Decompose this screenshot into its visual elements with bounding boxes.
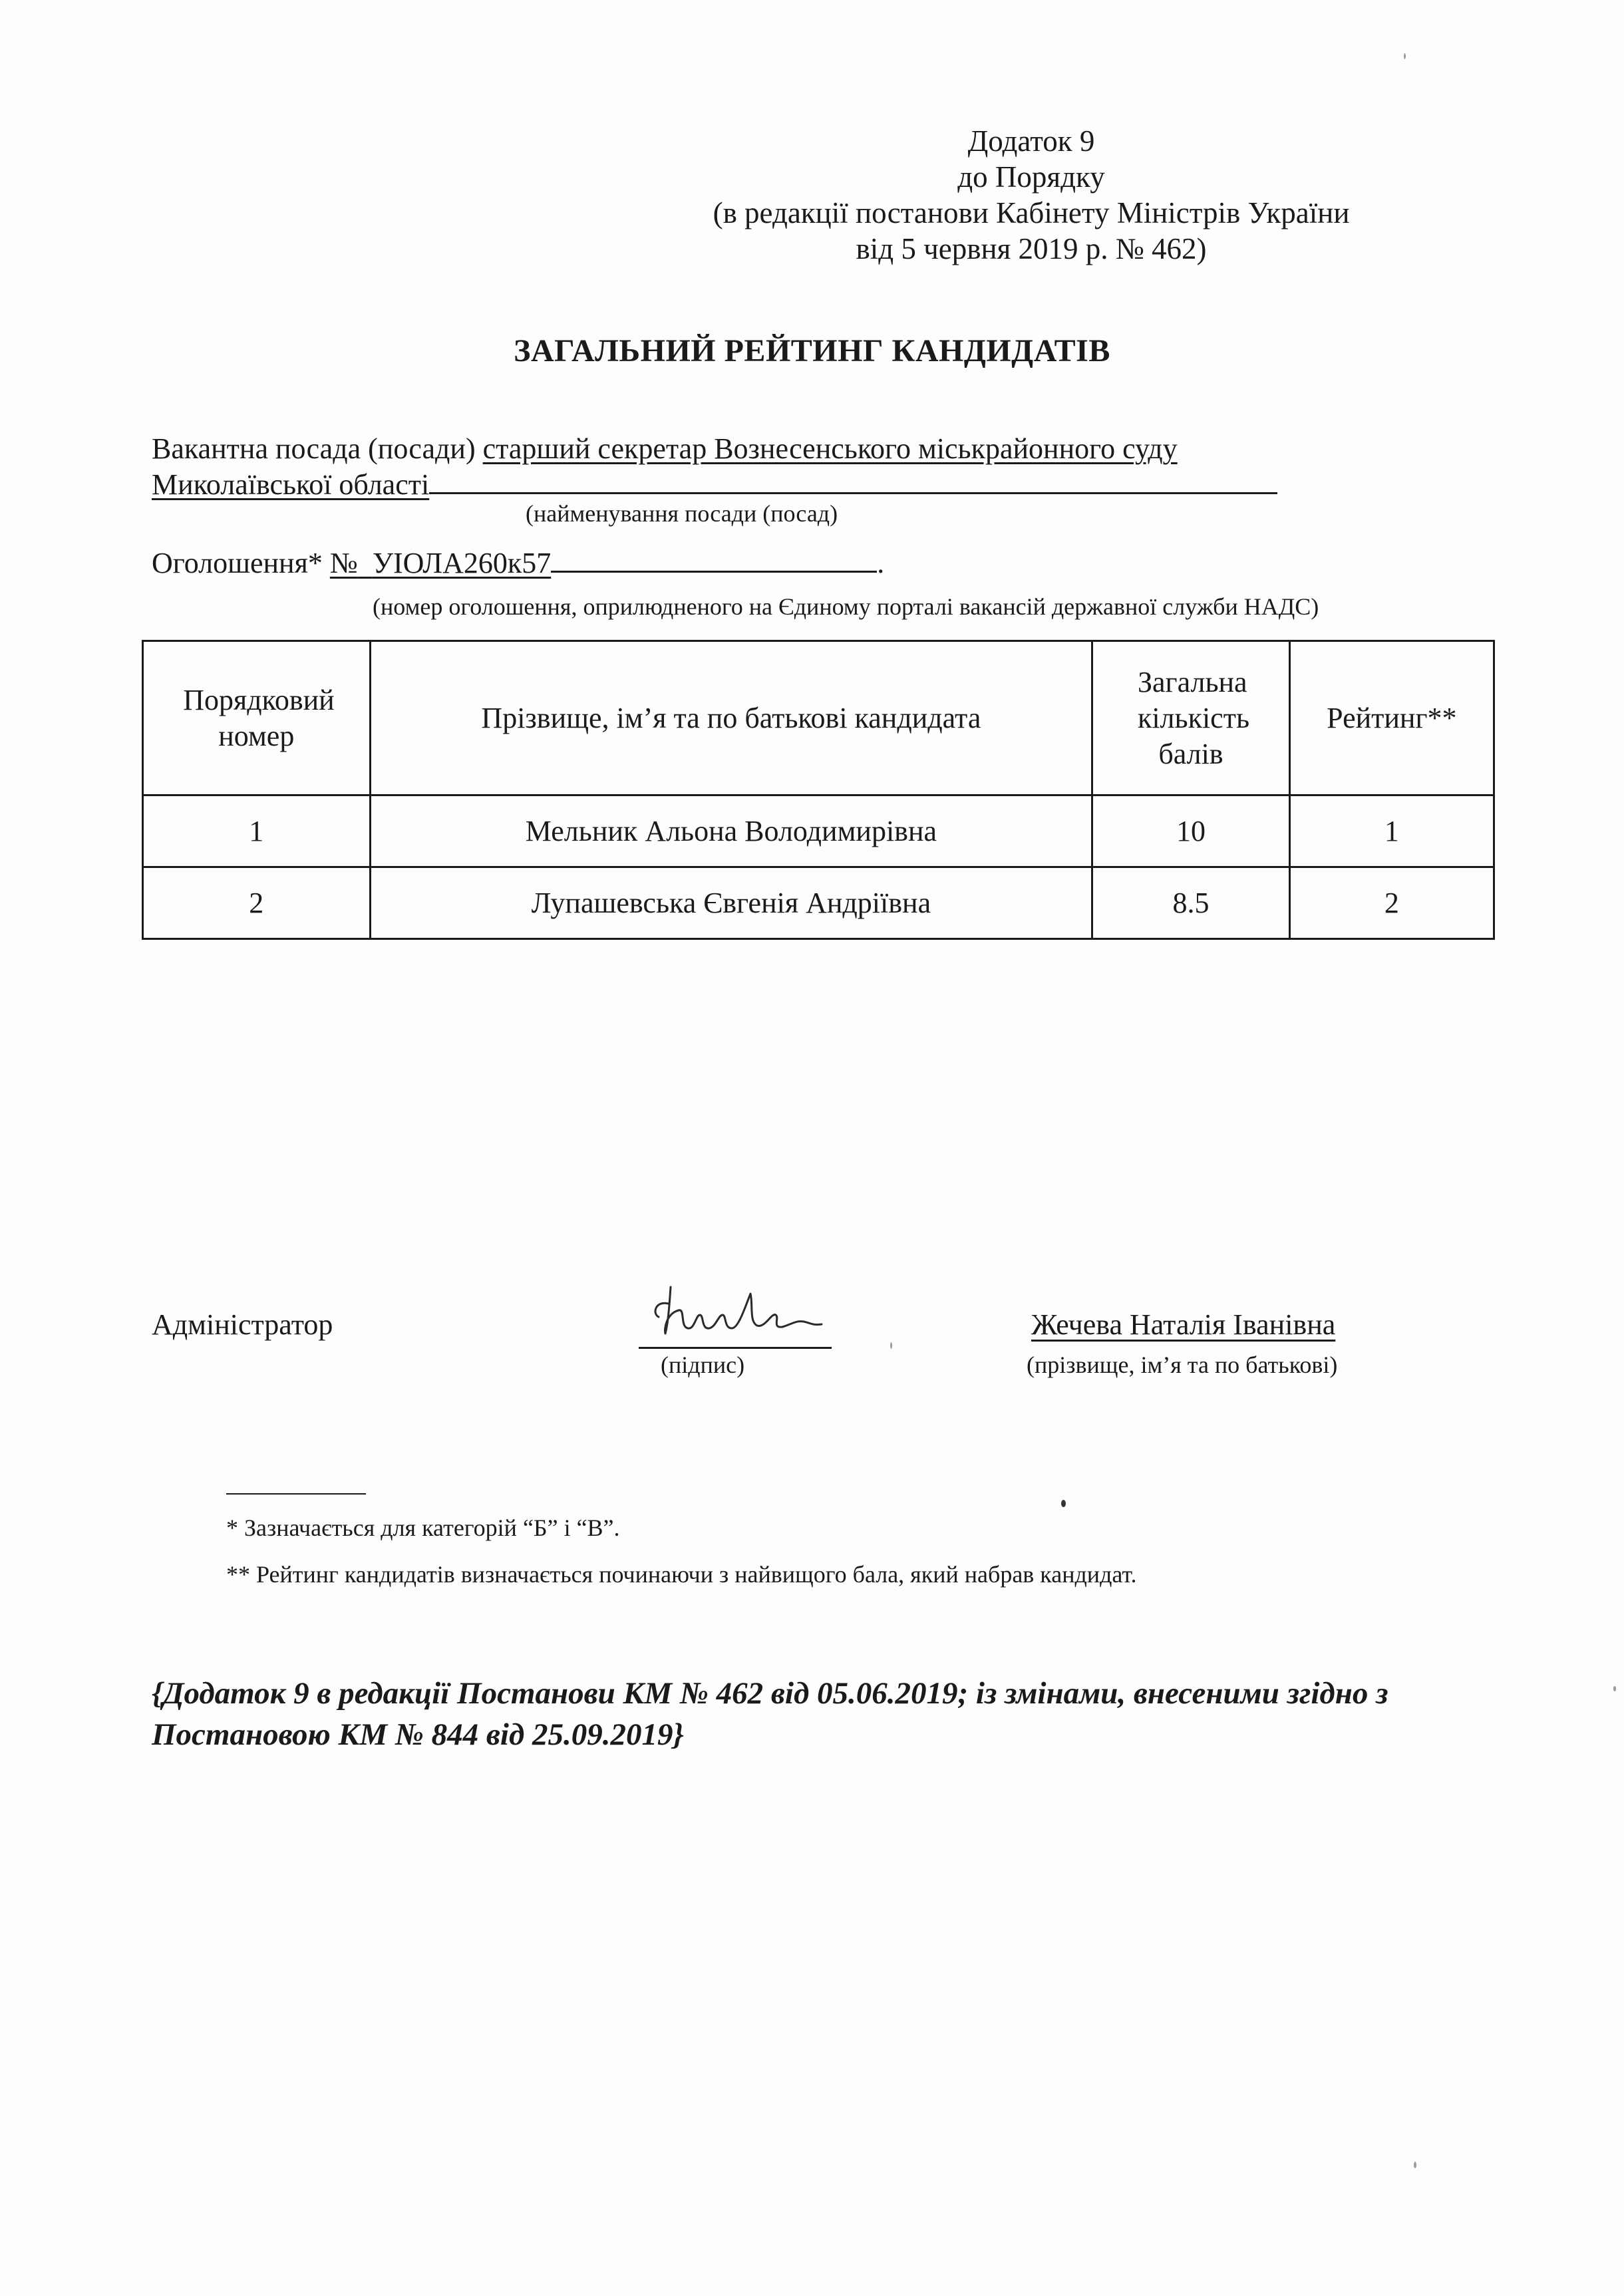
scan-speck xyxy=(890,1342,892,1349)
scan-speck xyxy=(1061,1500,1066,1507)
vacancy-caption: (найменування посади (посад) xyxy=(526,500,838,527)
appendix-edition: (в редакції постанови Кабінету Міністрів України xyxy=(713,196,1350,229)
vacancy-value-line1: старший секретар Вознесенського міськрайонного суду xyxy=(482,432,1178,465)
signature-caption: (підпис) xyxy=(661,1352,745,1378)
row-rank: 1 xyxy=(1289,795,1494,867)
vacancy-value-line2: Миколаївської області xyxy=(152,468,430,501)
signatory-name: Жечева Наталія Іванівна xyxy=(1031,1308,1336,1341)
footnote-2: ** Рейтинг кандидатів визначається починаючи з найвищого бала, який набрав кандидат. xyxy=(226,1561,1137,1588)
announcement-label: Оголошення* xyxy=(152,547,323,579)
appendix-header xyxy=(665,123,1397,267)
row-rank: 2 xyxy=(1289,867,1494,939)
signature-block xyxy=(0,1307,1624,1387)
vacancy-field xyxy=(152,431,1323,503)
header-rank: Рейтинг** xyxy=(1289,641,1494,795)
row-name: Мельник Альона Володимирівна xyxy=(370,795,1092,867)
scan-speck xyxy=(1404,53,1406,59)
row-score: 10 xyxy=(1092,795,1289,867)
appendix-reference: до Порядку xyxy=(957,160,1105,194)
vacancy-fill-line xyxy=(429,492,1277,494)
signatory-role: Адміністратор xyxy=(152,1308,333,1341)
footnote-1: * Зазначається для категорій “Б” і “В”. xyxy=(226,1514,620,1541)
row-number: 2 xyxy=(143,867,371,939)
footnote-divider xyxy=(226,1493,366,1495)
announcement-number-sign: № xyxy=(329,547,358,579)
candidates-rating-table xyxy=(142,640,1495,940)
announcement-caption: (номер оголошення, оприлюдненого на Єдиному порталі вакансій державної служби НАДС) xyxy=(373,593,1319,620)
signatory-name-caption: (прізвище, ім’я та по батькові) xyxy=(1027,1352,1338,1378)
appendix-number: Додаток 9 xyxy=(967,124,1095,158)
announcement-field xyxy=(152,545,884,581)
editorial-note: {Додаток 9 в редакції Постанови КМ № 462 від 05.06.2019; із змінами, внесеними згідно з Постановою КМ № 844 від 25.09.2019} xyxy=(152,1676,1388,1752)
page-title: ЗАГАЛЬНИЙ РЕЙТИНГ КАНДИДАТІВ xyxy=(514,333,1110,368)
header-name: Прізвище, ім’я та по батькові кандидата xyxy=(370,641,1092,795)
scan-speck xyxy=(1414,2162,1416,2168)
handwritten-signature xyxy=(639,1280,832,1349)
announcement-fill-line xyxy=(551,571,877,573)
table-row xyxy=(143,795,1494,867)
table-header-row xyxy=(143,641,1494,795)
appendix-date: від 5 червня 2019 р. № 462) xyxy=(856,232,1207,265)
vacancy-label: Вакантна посада (посади) xyxy=(152,432,476,465)
signature-scribble-icon xyxy=(639,1280,832,1347)
row-number: 1 xyxy=(143,795,371,867)
row-name: Лупашевська Євгенія Андріївна xyxy=(370,867,1092,939)
row-score: 8.5 xyxy=(1092,867,1289,939)
header-score: Загальна кількість балів xyxy=(1092,641,1289,795)
announcement-period: . xyxy=(877,547,885,579)
announcement-number: УІОЛА260к57 xyxy=(372,547,552,579)
header-number: Порядковий номер xyxy=(143,641,371,795)
scan-speck xyxy=(1613,1686,1616,1691)
table-row xyxy=(143,867,1494,939)
footnotes xyxy=(226,1505,1136,1598)
